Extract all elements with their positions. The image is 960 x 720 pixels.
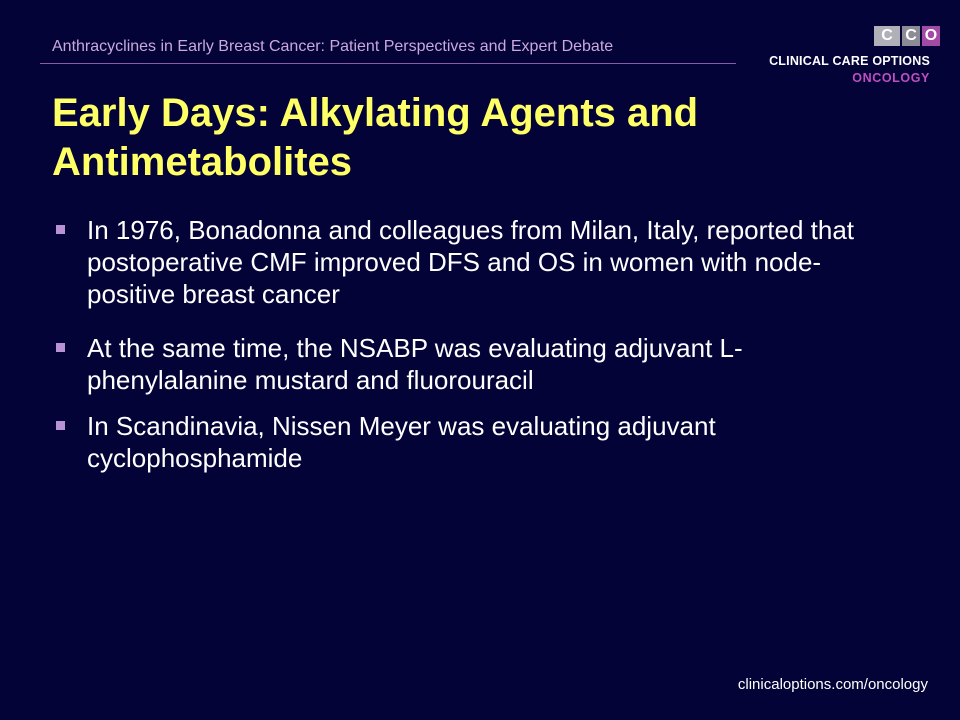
- header-text: Anthracyclines in Early Breast Cancer: Patient Perspectives and Expert Debate: [52, 38, 614, 55]
- footer-url: clinicaloptions.com/oncology: [737, 676, 928, 693]
- logo-box-c1: [874, 26, 900, 46]
- bullet-list: [52, 214, 882, 496]
- square-bullet-icon: [56, 343, 65, 352]
- logo-letter: C: [905, 27, 917, 44]
- square-bullet-icon: [56, 225, 65, 234]
- cco-logo: [768, 26, 938, 88]
- bullet-item: [52, 410, 882, 474]
- bullet-text: In Scandinavia, Nissen Meyer was evaluating adjuvant cyclophosphamide: [87, 411, 716, 473]
- logo-letter: O: [924, 27, 938, 44]
- bullet-item: [52, 332, 882, 396]
- bullet-item: [52, 214, 882, 310]
- logo-letter: C: [881, 27, 893, 44]
- logo-mark: [872, 26, 940, 46]
- bullet-text: In 1976, Bonadonna and colleagues from Milan, Italy, reported that postoperative CMF improved DFS and OS in women with node-positive breast cancer: [87, 215, 855, 309]
- logo-box-o: [922, 26, 940, 46]
- slide-title: Early Days: Alkylating Agents and Antimetabolites: [52, 91, 699, 184]
- logo-subtitle: ONCOLOGY: [852, 71, 930, 85]
- bullet-text: At the same time, the NSABP was evaluating adjuvant L-phenylalanine mustard and fluorouracil: [87, 333, 743, 395]
- logo-box-c2: [902, 26, 920, 46]
- square-bullet-icon: [56, 421, 65, 430]
- logo-wordmark: CLINICAL CARE OPTIONS: [769, 54, 930, 68]
- header-divider: [40, 63, 736, 64]
